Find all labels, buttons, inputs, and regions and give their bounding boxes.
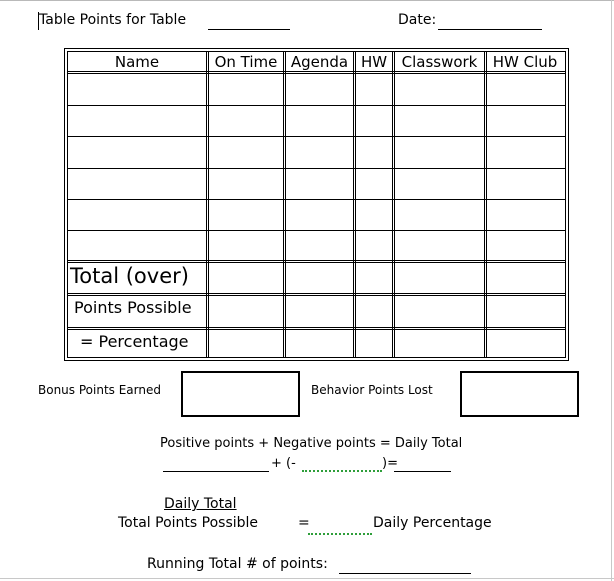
daily-total-blank[interactable] xyxy=(394,471,451,472)
date-blank[interactable] xyxy=(438,29,542,30)
row-divider xyxy=(67,105,565,106)
column-divider xyxy=(392,51,395,357)
row-divider xyxy=(67,199,565,200)
column-header-on-time: On Time xyxy=(214,53,278,71)
row-divider xyxy=(67,230,565,231)
running-total-label: Running Total # of points: xyxy=(147,556,328,572)
daily-total-equation: Positive points + Negative points = Daily Total xyxy=(160,436,463,451)
percentage-blank[interactable] xyxy=(308,533,372,535)
behavior-points-box[interactable] xyxy=(460,371,579,417)
plus-negative-sign: + (- xyxy=(271,456,296,471)
summary-divider xyxy=(67,260,565,263)
page-title: Table Points for Table xyxy=(39,12,187,28)
column-header-classwork: Classwork xyxy=(401,53,478,71)
fraction-numerator: Daily Total xyxy=(164,496,237,512)
bonus-points-box[interactable] xyxy=(181,371,300,417)
summary-divider xyxy=(67,293,565,296)
column-header-hw-club: HW Club xyxy=(492,53,558,71)
page-bottom-edge xyxy=(0,578,614,579)
daily-percentage-label: Daily Percentage xyxy=(373,515,492,531)
points-table xyxy=(64,48,569,361)
total-row-label: Total (over) xyxy=(70,264,189,288)
column-header-hw: HW xyxy=(360,53,388,71)
column-divider xyxy=(353,51,356,357)
table-number-blank[interactable] xyxy=(208,29,290,30)
page-right-edge xyxy=(611,0,612,581)
positive-points-blank[interactable] xyxy=(163,471,269,472)
negative-points-blank[interactable] xyxy=(302,470,382,472)
percentage-row-label: = Percentage xyxy=(80,332,189,351)
row-divider xyxy=(67,168,565,169)
column-header-agenda: Agenda xyxy=(290,53,349,71)
column-divider xyxy=(283,51,286,357)
points-possible-row-label: Points Possible xyxy=(74,298,192,317)
bonus-points-label: Bonus Points Earned xyxy=(38,383,161,397)
column-header-name: Name xyxy=(114,53,160,71)
behavior-points-label: Behavior Points Lost xyxy=(311,383,433,397)
running-total-blank[interactable] xyxy=(339,573,471,574)
equation-close: )= xyxy=(382,456,398,471)
fraction-denominator: Total Points Possible xyxy=(118,515,259,531)
column-divider xyxy=(484,51,487,357)
column-divider xyxy=(206,51,209,357)
date-label: Date: xyxy=(398,12,437,28)
row-divider xyxy=(67,136,565,137)
equals-sign: = xyxy=(298,515,310,531)
page-top-edge xyxy=(0,0,614,1)
summary-divider xyxy=(67,327,565,330)
